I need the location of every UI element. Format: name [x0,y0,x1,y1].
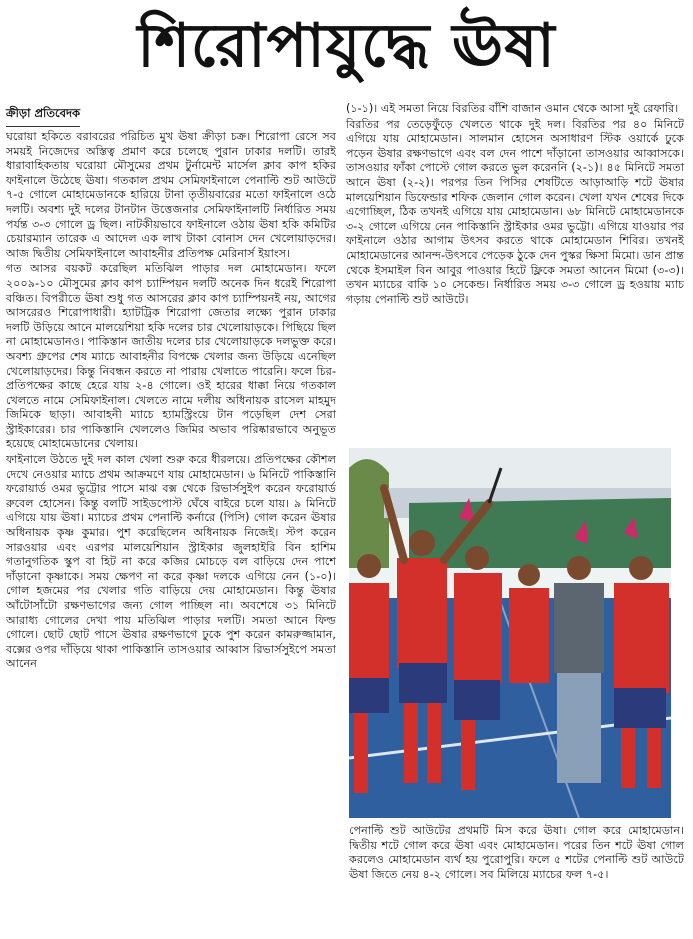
bottom-article-block [349,824,684,883]
paragraph: (১-১)। এই সমতা নিয়ে বিরতির বাঁশি বাজান ওমান থেকে আসা দুই রেফারি। [346,102,679,115]
paragraph: বিরতির পর তেড়েফুঁড়ে খেলতে থাকে দুই দল। বিরতির পর ৪০ মিনিটে এগিয়ে যায় মোহামেডান। সালমান হোসেন অসাধারণ স্টিক ওয়ার্কে ঢুকে পড়েন ঊষার রক্ষণভাগে এবং বল দেন পাশে দাঁড়ানো তাসওয়ার আব্বাসকে। তাসওয়ার ফাঁকা পোস্টে গোল করতে ভুল করেননি (২-১)। ৪৫ মিনিটে সমতা আনে ঊষা (২-২)। পরপর তিন পিসির শেষটিতে আড়াআড়ি শটে ঊষার মালয়েশিয়ান ডিফেন্ডার শফিক জেলান গোল করেন। খেলা যখন শেষের দিকে এগোচ্ছিল, ঠিক তখনই এগিয়ে যায় মোহামেডান। ৬৮ মিনিটে মোহামেডানকে ৩-২ গোলে এগিয়ে নেন পাকিস্তানি স্ট্রাইকার ওমর ভুট্টো। এগিয়ে যাওয়ার পর ফাইনালে ওঠার আগাম উৎসব করতে থাকে মোহামেডান শিবির। তখনই মোহামেডানের আনন্দ-উৎসবে পেড়েক ঠুকে দেন পুস্কর ক্ষিসা মিমো। ডান প্রান্ত থেকে ইসমাইল বিন আবুর পাওয়ার হিটে ফ্লিকে সমতা আনেন মিমো (৩-৩)। তখন ম্যাচের বাকি ১০ সেকেন্ড। নির্ধারিত সময় ৩-৩ গোলে ড্র হওয়ায় ম্যাচ গড়ায় পেনাল্টি শুট আউটে। [346,117,684,306]
byline: ক্রীড়া প্রতিবেদক [6,105,80,127]
paragraph: ফাইনালে উঠতে দুই দল কাল খেলা শুরু করে ধীরলয়ে। প্রতিপক্ষের কৌশল দেখে নেওয়ার ম্যাচে প্রথম আক্রমণে যায় মোহামেডান। ৬ মিনিটে পাকিস্তানি ফরোয়ার্ড ওমর ভুট্টোর পাসে মাঝ বক্স থেকে রিভার্সসুইপ করেন ফরোয়ার্ড রুবেল হোসেন। কিন্তু বলটি সাইডপোস্ট ঘেঁষে বাইরে চলে যায়। ৯ মিনিটে এগিয়ে যায় ঊষা। ম্যাচের প্রথম পেনাল্টি কর্নারে (পিসি) গোল করেন ঊষার অধিনায়ক কৃষ্ণ কুমার। পুশ করেছিলেন অধিনায়ক নিজেই। স্টপ করেন সারওয়ার এবং এরপর মালয়েশিয়ান স্ট্রাইকার জুলহাইরি বিন হাশিম গতানুগতিক স্কুপ বা হিট না করে কজির মোচড়ে বল বাড়িয়ে দেন পাশে দাঁড়ানো কৃষ্ণাকে। সময় ক্ষেপণ না করে কৃষ্ণা দলকে এগিয়ে নেন (১-০)। গোল হজমের পর খেলার গতি বাড়িয়ে দেয় মোহামেডান। কিন্তু ঊষার আঁটোসাঁটো রক্ষণভাগের জন্য গোল পাচ্ছিল না। অবশেষে ৩১ মিনিটে আরাধ্য গোলের দেখা পায় মতিঝিল পাড়ার দলটি। সমতা আনে ফিল্ড গোলে। ছোট ছোট পাসে ঊষার রক্ষণভাগে ঢুকে পুশ করেন কামরুজ্জামান, বক্সের ওপর দাঁড়িয়ে থাকা পাকিস্তানি তাসওয়ার আব্বাস রিভার্সসুইপে সমতা আনেন [6,453,336,671]
paragraph: পেনাল্টি শুট আউটের প্রথমটি মিস করে ঊষা। গোল করে মোহামেডান। দ্বিতীয় শটে গোল করে ঊষা এবং মোহামেডান। পরের তিন শটে ঊষা গোল করলেও মোহামেডান ব্যর্থ হয় পুরোপুরি। ফলে ৫ শটের পেনাল্টি শুট আউটে ঊষা জিতে নেয় ৪-২ গোলে। সব মিলিয়ে ম্যাচের ফল ৭-৫। [349,824,684,881]
left-column [6,102,336,673]
team-celebration-photo [349,448,671,818]
photo-illustration [349,448,671,818]
paragraph: গত আসর বয়কট করেছিল মতিঝিল পাড়ার দল মোহামেডান। ফলে ২০০৯-১০ মৌসুমের ক্লাব কাপ চ্যাম্পিয়ন দলটি অনেক দিন ধরেই শিরোপা বঞ্চিত। বিপরীতে ঊষা শুধু গত আসরের ক্লাব কাপ চ্যাম্পিয়নই নয়, আগের আসরেরও শিরোপাধারী। হ্যাটট্রিক শিরোপা জেতার লক্ষ্যে পুরান ঢাকার দলটি উড়িয়ে আনে মালয়েশিয়া হকি দলের চার খেলোয়াড়কে। পিছিয়ে ছিল না মোহামেডানও। পাকিস্তান জাতীয় দলের চার খেলোয়াড়কে দলভুক্ত করে। অবশ্য গ্রুপের শেষ ম্যাচে আবাহনীর বিপক্ষে খেলার জন্য উড়িয়ে এনেছিল খেলোয়াড়দের। কিন্তু নিবন্ধন করতে না পারায় খেলাতে পারেনি। ফলে চির-প্রতিপক্ষের কাছে হেরে যায় ২-৪ গোলে। ওই হারের ধাক্কা নিয়ে গতকাল খেলতে নামে সেমিফাইনাল। খেলতে নামে দলীয় অধিনায়ক রাসেল মাহমুদ জিমিকে ছাড়া। আবাহনী ম্যাচে হ্যামস্ট্রিংয়ে টান পড়েছিল দেশ সেরা স্ট্রাইকারের। চার পাকিস্তানি খেললেও জিমির অভাব পরিষ্কারভাবে অনুভূত হয়েছে মোহামেডানের খেলায়। [6,262,336,451]
paragraph: ঘরোয়া হকিতে বরাবরের পরিচিত মুখ ঊষা ক্রীড়া চক্র। শিরোপা রেসে সব সময়ই নিজেদের অস্তিত্ব প্রমাণ করে চলেছে পুরান ঢাকার দলটি। তারই ধারাবাহিকতায় ঘরোয়া মৌসুমের প্রথম টুর্নামেন্ট মার্সেল ক্লাব কাপ হকির ফাইনালে উঠেছে ঊষা। গতকাল প্রথম সেমিফাইনালে পেনাল্টি শুট আউটে ৭-৫ গোলে মোহামেডানকে হারিয়ে টানা তৃতীয়বারের মতো ফাইনালে ওঠে দলটি। অবশ্য দুই দলের টানটান উত্তেজনার সেমিফাইনালটি নির্ধারিত সময় পর্যন্ত ৩-৩ গোলে ড্র ছিল। নাটকীয়ভাবে ফাইনালে ওঠায় ঊষা হকি কমিটির চেয়ারম্যান তারেক এ আদেল এক লাখ টাকা বোনাস দেন খেলোয়াড়দের। আজ দ্বিতীয় সেমিফাইনালে আবাহনীর প্রতিপক্ষ মেরিনার্স ইয়াংস। [6,130,336,260]
right-column [346,102,684,308]
headline: শিরোপাযুদ্ধে ঊষা [137,11,556,81]
